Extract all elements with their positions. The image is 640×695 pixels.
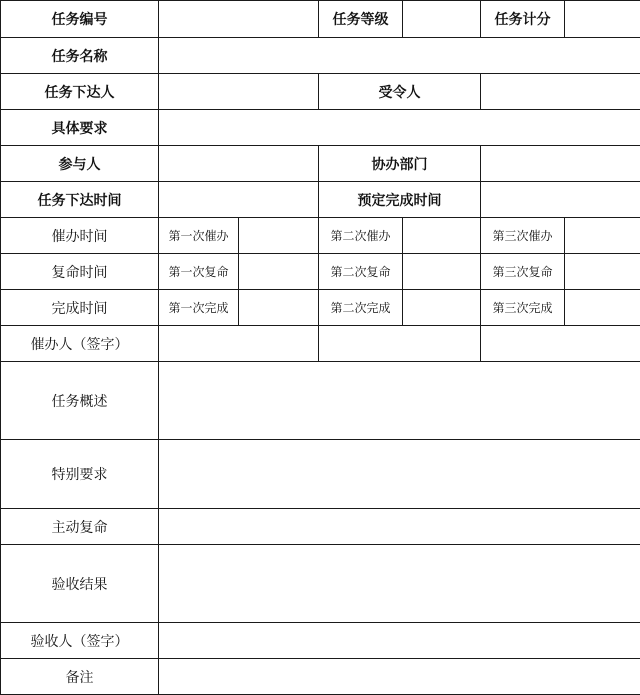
field-report-1[interactable] [239, 254, 319, 290]
label-urge-time: 催办时间 [1, 218, 159, 254]
row-requirements [1, 110, 640, 146]
sublabel-urge-3: 第三次催办 [481, 218, 565, 254]
label-active-report: 主动复命 [1, 509, 159, 545]
label-task-score: 任务计分 [481, 1, 565, 38]
label-task-no: 任务编号 [1, 1, 159, 38]
field-urger-signature-1[interactable] [159, 326, 319, 362]
field-urge-2[interactable] [403, 218, 481, 254]
field-issuer[interactable] [159, 74, 319, 110]
field-urge-1[interactable] [239, 218, 319, 254]
field-task-name[interactable] [159, 38, 640, 74]
field-urger-signature-2[interactable] [319, 326, 481, 362]
row-remarks [1, 659, 640, 695]
field-task-overview[interactable] [159, 362, 640, 440]
field-task-no[interactable] [159, 1, 319, 38]
field-acceptance-result[interactable] [159, 545, 640, 623]
label-issuer: 任务下达人 [1, 74, 159, 110]
field-acceptor-signature[interactable] [159, 623, 640, 659]
field-planned-completion-time[interactable] [481, 182, 640, 218]
label-task-name: 任务名称 [1, 38, 159, 74]
sublabel-report-2: 第二次复命 [319, 254, 403, 290]
label-planned-completion-time: 预定完成时间 [319, 182, 481, 218]
field-task-score[interactable] [565, 1, 640, 38]
row-acceptance-result [1, 545, 640, 623]
sublabel-urge-1: 第一次催办 [159, 218, 239, 254]
label-acceptance-result: 验收结果 [1, 545, 159, 623]
label-acceptor-signature: 验收人（签字） [1, 623, 159, 659]
sublabel-report-1: 第一次复命 [159, 254, 239, 290]
row-task-no [1, 1, 640, 38]
row-completion-time [1, 290, 640, 326]
row-urger-signature [1, 326, 640, 362]
field-report-3[interactable] [565, 254, 640, 290]
label-issue-time: 任务下达时间 [1, 182, 159, 218]
field-urger-signature-3[interactable] [481, 326, 640, 362]
label-completion-time: 完成时间 [1, 290, 159, 326]
row-participants [1, 146, 640, 182]
field-issue-time[interactable] [159, 182, 319, 218]
row-task-overview [1, 362, 640, 440]
label-remarks: 备注 [1, 659, 159, 695]
field-task-level[interactable] [403, 1, 481, 38]
label-task-overview: 任务概述 [1, 362, 159, 440]
row-special-requirements [1, 440, 640, 509]
field-complete-1[interactable] [239, 290, 319, 326]
sublabel-complete-2: 第二次完成 [319, 290, 403, 326]
label-receiver: 受令人 [319, 74, 481, 110]
row-report-time [1, 254, 640, 290]
sublabel-urge-2: 第二次催办 [319, 218, 403, 254]
label-participants: 参与人 [1, 146, 159, 182]
label-requirements: 具体要求 [1, 110, 159, 146]
row-urge-time [1, 218, 640, 254]
field-complete-3[interactable] [565, 290, 640, 326]
label-urger-signature: 催办人（签字） [1, 326, 159, 362]
sublabel-report-3: 第三次复命 [481, 254, 565, 290]
field-requirements[interactable] [159, 110, 640, 146]
row-task-name [1, 38, 640, 74]
field-active-report[interactable] [159, 509, 640, 545]
label-task-level: 任务等级 [319, 1, 403, 38]
field-participants[interactable] [159, 146, 319, 182]
label-special-requirements: 特别要求 [1, 440, 159, 509]
field-receiver[interactable] [481, 74, 640, 110]
row-issuer [1, 74, 640, 110]
row-issue-time [1, 182, 640, 218]
row-acceptor-signature [1, 623, 640, 659]
label-assisting-dept: 协办部门 [319, 146, 481, 182]
field-complete-2[interactable] [403, 290, 481, 326]
field-urge-3[interactable] [565, 218, 640, 254]
field-remarks[interactable] [159, 659, 640, 695]
sublabel-complete-3: 第三次完成 [481, 290, 565, 326]
label-report-time: 复命时间 [1, 254, 159, 290]
row-active-report [1, 509, 640, 545]
field-report-2[interactable] [403, 254, 481, 290]
field-assisting-dept[interactable] [481, 146, 640, 182]
sublabel-complete-1: 第一次完成 [159, 290, 239, 326]
field-special-requirements[interactable] [159, 440, 640, 509]
